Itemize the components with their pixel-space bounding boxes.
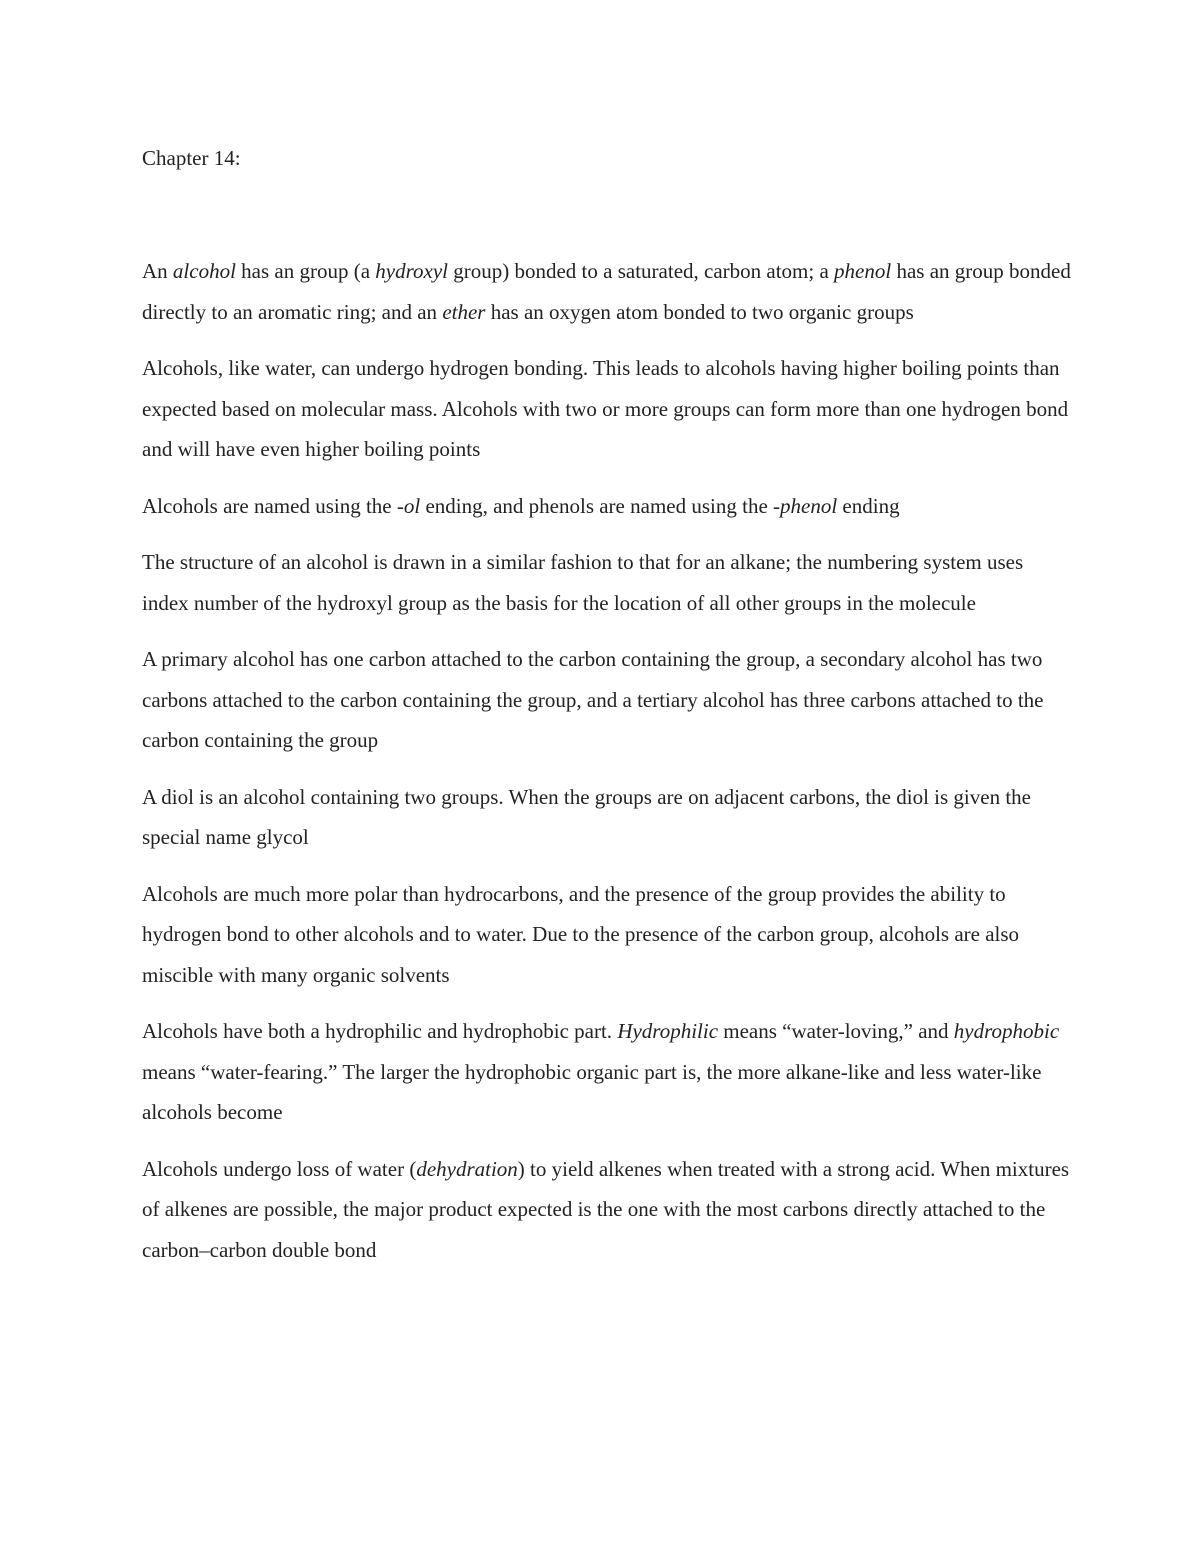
- paragraph-polarity: Alcohols are much more polar than hydrocarbons, and the presence of the group provides the ability to hydrogen bond to other alcohols and to water. Due to the presence of the carbon group, alcohols are also miscible with many organic solvents: [142, 881, 1020, 987]
- chapter-title: Chapter 14:: [142, 146, 241, 170]
- paragraph-naming: Alcohols are named using the -ol ending, and phenols are named using the -phenol ending: [142, 493, 900, 518]
- paragraph-classification: A primary alcohol has one carbon attached to the carbon containing the group, a secondary alcohol has two carbons attached to the carbon containing the group, and a tertiary alcohol has three carbons attached to the carbon containing the group: [142, 647, 1044, 752]
- paragraph-hydrogen-bonding: Alcohols, like water, can undergo hydrogen bonding. This leads to alcohols having higher boiling points than expected based on molecular mass. Alcohols with two or more groups can form more than one hydrogen bond and will have even higher boiling points: [142, 356, 1069, 461]
- paragraph-structure: The structure of an alcohol is drawn in a similar fashion to that for an alkane; the numbering system uses index number of the hydroxyl group as the basis for the location of all other groups in the molecule: [142, 550, 1024, 615]
- paragraph-dehydration: Alcohols undergo loss of water (dehydration) to yield alkenes when treated with a strong acid. When mixtures of alkenes are possible, the major product expected is the one with the most carbons directly attached to the carbon–carbon double bond: [142, 1156, 1070, 1262]
- paragraph-diol: A diol is an alcohol containing two groups. When the groups are on adjacent carbons, the diol is given the special name glycol: [142, 784, 1031, 849]
- paragraph-alcohol-definition: An alcohol has an group (a hydroxyl group) bonded to a saturated, carbon atom; a phenol has an group bonded directly to an aromatic ring; and an ether has an oxygen atom bonded to two organic groups: [142, 259, 1071, 324]
- paragraph-hydrophilic: Alcohols have both a hydrophilic and hydrophobic part. Hydrophilic means “water-loving,” and hydrophobic means “water-fearing.” The larger the hydrophobic organic part is, the more alkane-like and less water-like alcohols become: [142, 1019, 1060, 1124]
- document-body: [142, 140, 1072, 1286]
